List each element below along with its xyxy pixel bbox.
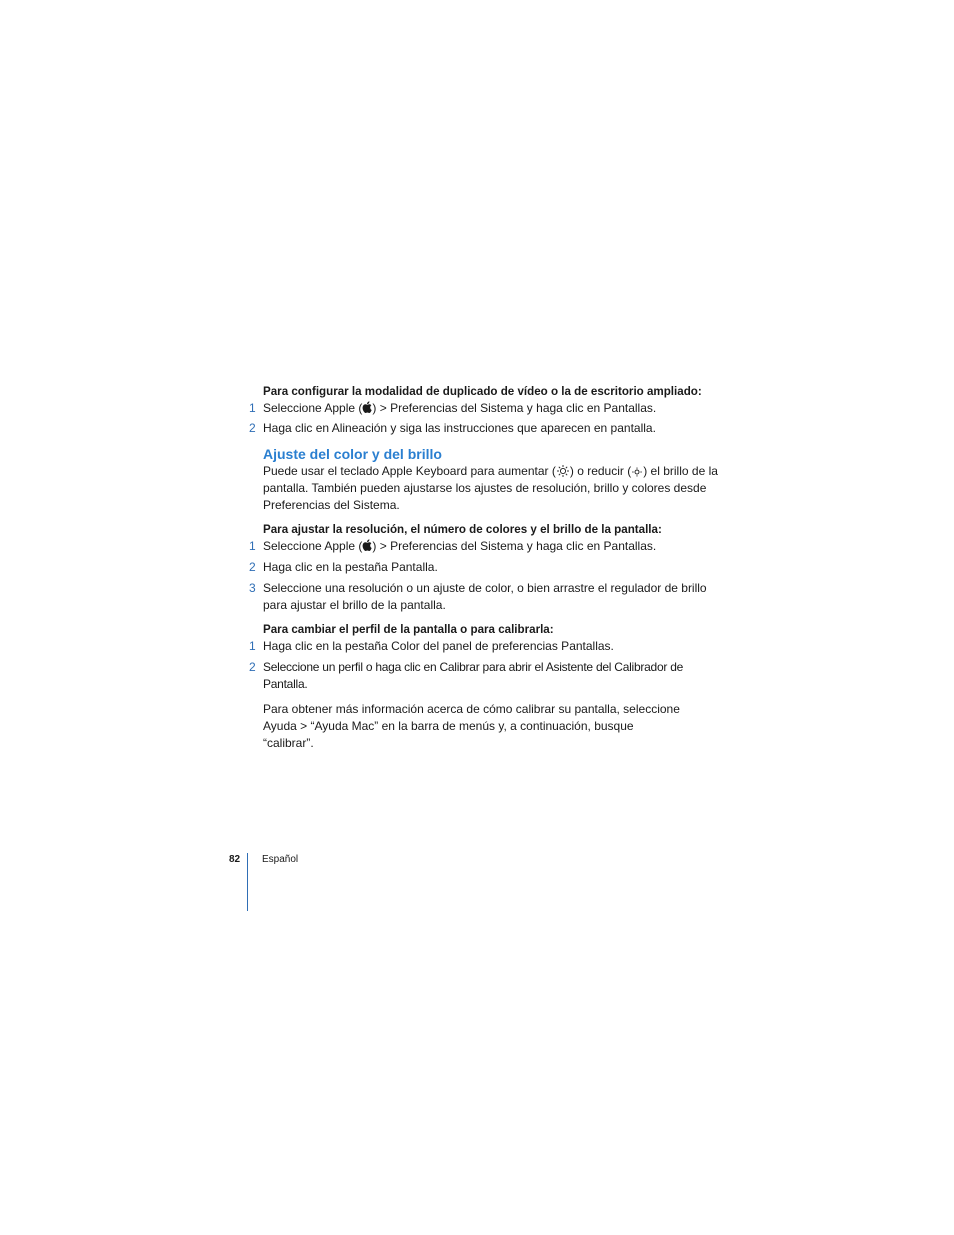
step-number: 2 [249,660,256,674]
step-number: 1 [249,539,256,553]
step-number: 2 [249,421,256,435]
profile-step-2: 2 Seleccione un perfil o haga clic en Calibrar para abrir el Asistente del Calibrador de Pantalla. [249,660,684,691]
resolution-step-2: 2 Haga clic en la pestaña Pantalla. [249,560,438,574]
brightness-down-icon [631,467,643,477]
duplicate-heading: Para configurar la modalidad de duplicado de vídeo o la de escritorio ampliado: [263,385,702,398]
page-number: 82 [229,854,241,865]
page-content [249,383,723,752]
step-number: 1 [249,639,256,653]
color-intro: Puede usar el teclado Apple Keyboard para aumentar ( ) o reducir ( ) el brillo de la pantalla. También pueden ajustarse los ajustes de resolución, brillo y colores desde Preferencias del Sistema. [263,464,718,512]
duplicate-step-1: 1 Seleccione Apple ( ) > Preferencias del Sistema y haga clic en Pantallas. [249,401,657,415]
footer-divider [247,853,248,911]
footer-language: Español [262,854,299,865]
resolution-step-3: 3 Seleccione una resolución o un ajuste de color, o bien arrastre el regulador de brillo para ajustar el brillo de la pantalla. [249,581,707,612]
resolution-step-1: 1 Seleccione Apple ( ) > Preferencias del Sistema y haga clic en Pantallas. [249,539,657,553]
step-number: 2 [249,560,256,574]
resolution-heading: Para ajustar la resolución, el número de colores y el brillo de la pantalla: [263,523,662,536]
section-title: Ajuste del color y del brillo [263,446,442,462]
profile-heading: Para cambiar el perfil de la pantalla o para calibrarla: [263,623,554,636]
brightness-up-icon [556,465,570,477]
apple-logo-icon [362,539,372,551]
calibration-note: Para obtener más información acerca de cómo calibrar su pantalla, seleccione Ayuda > “Ayuda Mac” en la barra de menús y, a continuación, busque “calibrar”. [263,702,680,750]
duplicate-step-2: 2 Haga clic en Alineación y siga las instrucciones que aparecen en pantalla. [249,421,656,435]
step-number: 3 [249,581,256,595]
profile-step-1: 1 Haga clic en la pestaña Color del panel de preferencias Pantallas. [249,639,614,653]
step-number: 1 [249,401,256,415]
apple-logo-icon [362,401,372,413]
